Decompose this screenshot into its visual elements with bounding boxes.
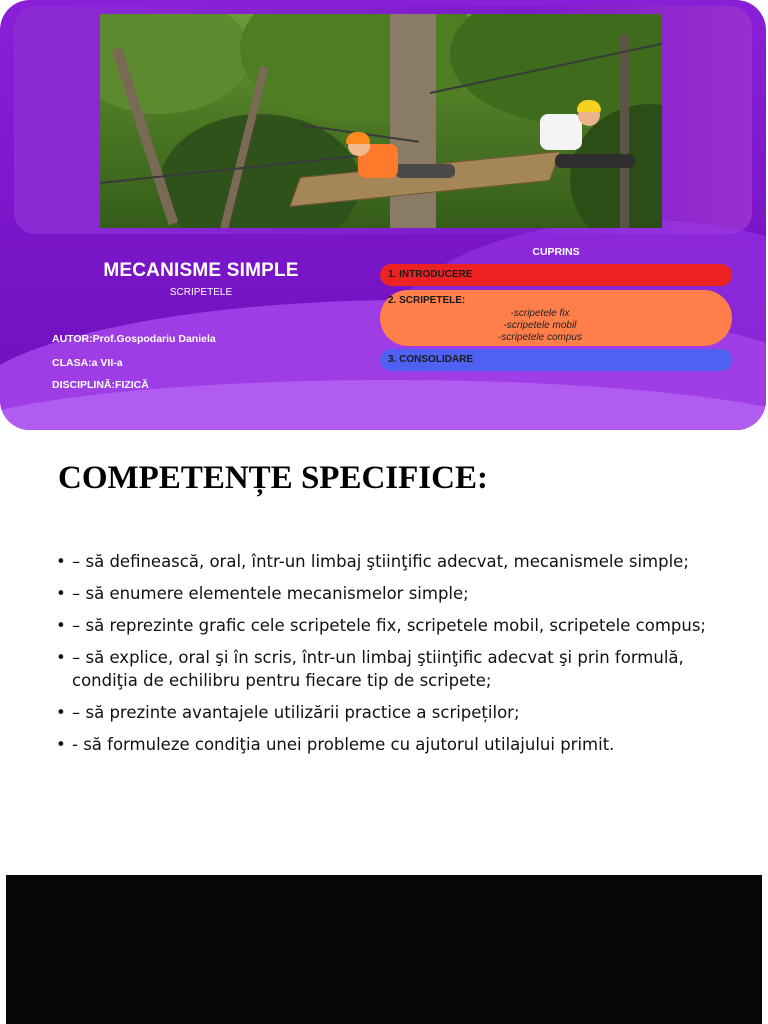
photo-climber: [540, 114, 582, 150]
bullet-icon: •: [56, 703, 66, 722]
list-item-text: - să formuleze condiţia unei probleme cu ajutorul utilajului primit.: [72, 735, 615, 754]
bullet-icon: •: [56, 735, 66, 754]
list-item-text: – să enumere elementele mecanismelor simple;: [72, 584, 469, 603]
photo-climber: [555, 154, 635, 168]
list-item: [54, 733, 734, 756]
photo-climber: [395, 164, 455, 178]
slide-heading: COMPETENȚE SPECIFICE:: [58, 460, 488, 496]
list-item: [54, 646, 734, 692]
contents-subitems: [388, 308, 732, 344]
photo-helmet: [346, 132, 370, 144]
contents-subitem: -scripetele mobil: [503, 320, 577, 331]
list-item: [54, 550, 734, 573]
list-item: [54, 614, 734, 637]
contents-subitem: -scripetele fix: [510, 308, 570, 319]
photo-helmet: [577, 100, 601, 112]
discipline-label: DISCIPLINĂ:FIZICĂ: [52, 379, 149, 391]
bullet-icon: •: [56, 648, 66, 667]
bullet-icon: •: [56, 584, 66, 603]
list-item: [54, 701, 734, 724]
author-label: AUTOR:Prof.Gospodariu Daniela: [52, 333, 216, 345]
contents-subitem: -scripetele compus: [498, 332, 582, 343]
bullet-icon: •: [56, 616, 66, 635]
list-item-text: – să prezinte avantajele utilizării practice a scripeților;: [72, 703, 520, 722]
bullet-icon: •: [56, 552, 66, 571]
list-item: [54, 582, 734, 605]
list-item-text: – să reprezinte grafic cele scripetele fix, scripetele mobil, scripetele compus;: [72, 616, 706, 635]
contents-item-introducere[interactable]: 1. INTRODUCERE: [380, 264, 732, 286]
slide-blank: [6, 875, 762, 1024]
contents-heading: CUPRINS: [532, 246, 580, 258]
list-item-text: – să explice, oral şi în scris, într-un limbaj ştiinţific adecvat şi prin formulă, condiţia de echilibru pentru fiecare tip de scripete;: [72, 648, 684, 690]
competence-list: [54, 550, 734, 765]
presentation-subtitle: SCRIPETELE: [169, 287, 233, 298]
ropes-course-photo: [100, 14, 662, 228]
photo-foliage: [160, 114, 360, 228]
list-item-text: – să definească, oral, într-un limbaj ştiinţific adecvat, mecanismele simple;: [72, 552, 689, 571]
class-label: CLASA:a VII-a: [52, 357, 123, 369]
contents-item-consolidare[interactable]: 3. CONSOLIDARE: [380, 349, 732, 371]
slide-competente: [0, 432, 768, 872]
photo-foliage: [240, 14, 480, 124]
photo-tree-trunk: [620, 34, 629, 228]
presentation-title: MECANISME SIMPLE: [103, 260, 299, 281]
slide-title: [0, 0, 768, 432]
contents-item-scripetele[interactable]: [380, 290, 732, 346]
contents-item-label: 2. SCRIPETELE:: [388, 295, 466, 306]
